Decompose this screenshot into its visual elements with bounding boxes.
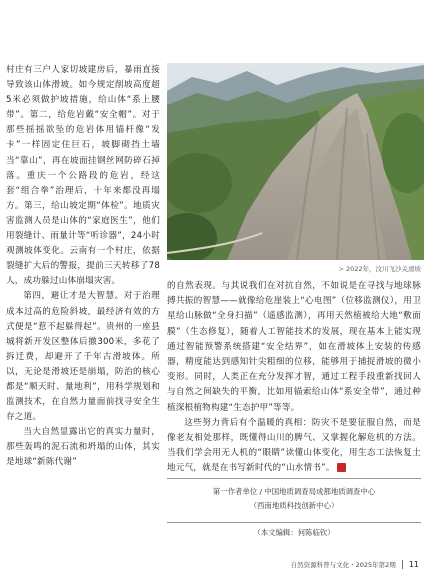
author-affiliation (167, 478, 421, 513)
left-paragraph-1: 村庄有三户人家切坡建房后，暴雨直接导致该山体滑坡。如今规定削坡高度超5米必须做护坡措施，给山体“系上腰带”。第二，给危岩戴“安全帽”。对于那些摇摇欲坠的危岩体用锚杆像“发卡”一样固定住巨石，坡脚砌挡土墙当“靠山”，再在坡面挂钢丝网防碎石掉落。重庆一个公路段的危岩，经这套“组合拳”治理后，十年来都没再塌方。第三，给山坡定期“体检”。地质灾害监测人员是山体的“家庭医生”，他们用裂缝计、雨量计等“听诊器”，24小时观测坡体变化。云南有一个村庄，依据裂缝扩大后的警报，提前三天转移了78人，成功躲过山体崩塌灾害。 (6, 65, 160, 287)
affiliation-line-1: 第一作者单位 / 中国地质调查局成都地质调查中心 (212, 487, 376, 496)
landslide-photo (167, 63, 424, 260)
caption-arrow-icon: > (338, 265, 344, 273)
right-column (167, 279, 421, 477)
right-paragraph-2: 这些努力背后有个温暖的真相：防灾不是要征服自然，而是像老友相处那样，既懂得山川的脾气、又掌握化解危机的方法。当我们学会用无人机的“眼睛”读懂山体变化，用生态工法恢复土地元气，就是在书写新时代的“山水情书”。 G (167, 417, 421, 474)
footer-divider (402, 560, 403, 569)
affiliation-line-2: （西南地质科技创新中心） (249, 501, 339, 510)
right-paragraph-1: 的自然表现。与其说我们在对抗自然，不如说是在寻找与地球脉搏共振的智慧——就像给危崖装上“心电图”（位移监测仪），用卫星给山脉做“全身扫描”（遥感监测），再用天然植被给大地“敷面膜”（生态修复），随着人工智能技术的发展，现在基本上能实现通过智能预警系统搭建“安全结界”，如在滑坡体上安装的传感器，精度能达到感知针尖粗细的位移，能够用于捕捉滑坡的微小变形。同时，人类正在充分发挥才智，通过工程手段重新找回人与自然之间缺失的平衡，比如用锚索给山体“系安全带”，通过种植深根植物构建“生态护甲”等等。 (167, 281, 421, 413)
page-number: 11 (408, 560, 419, 569)
editor-credit: （本文编辑：何陈临钦） (167, 522, 421, 538)
page-footer (291, 560, 419, 569)
photo-caption: > 2022年，汶川飞沙关滑坡 (338, 265, 421, 273)
left-column (6, 63, 160, 471)
left-paragraph-3: 当大自然显露出它的真实力量时，那些轰鸣的泥石流和坍塌的山体，其实是地球“新陈代谢” (6, 427, 160, 468)
left-paragraph-2: 第四，避让才是大智慧。对于治理成本过高的危险斜坡，最经济有效的方式便是“惹不起躲得起”。贵州的一座县城将新开发区整体后撤300米，多花了拆迁费，却避开了千年古滑坡体。所以，无论是滑坡还是崩塌，防治的核心都是“顺天时、量地利”，用科学规划和监测技术，在自然力量面前找寻安全生存之道。 (6, 291, 160, 423)
journal-name: 自然资源科普与文化・2025年第2期 (290, 561, 396, 569)
end-mark-icon: G (337, 463, 346, 472)
